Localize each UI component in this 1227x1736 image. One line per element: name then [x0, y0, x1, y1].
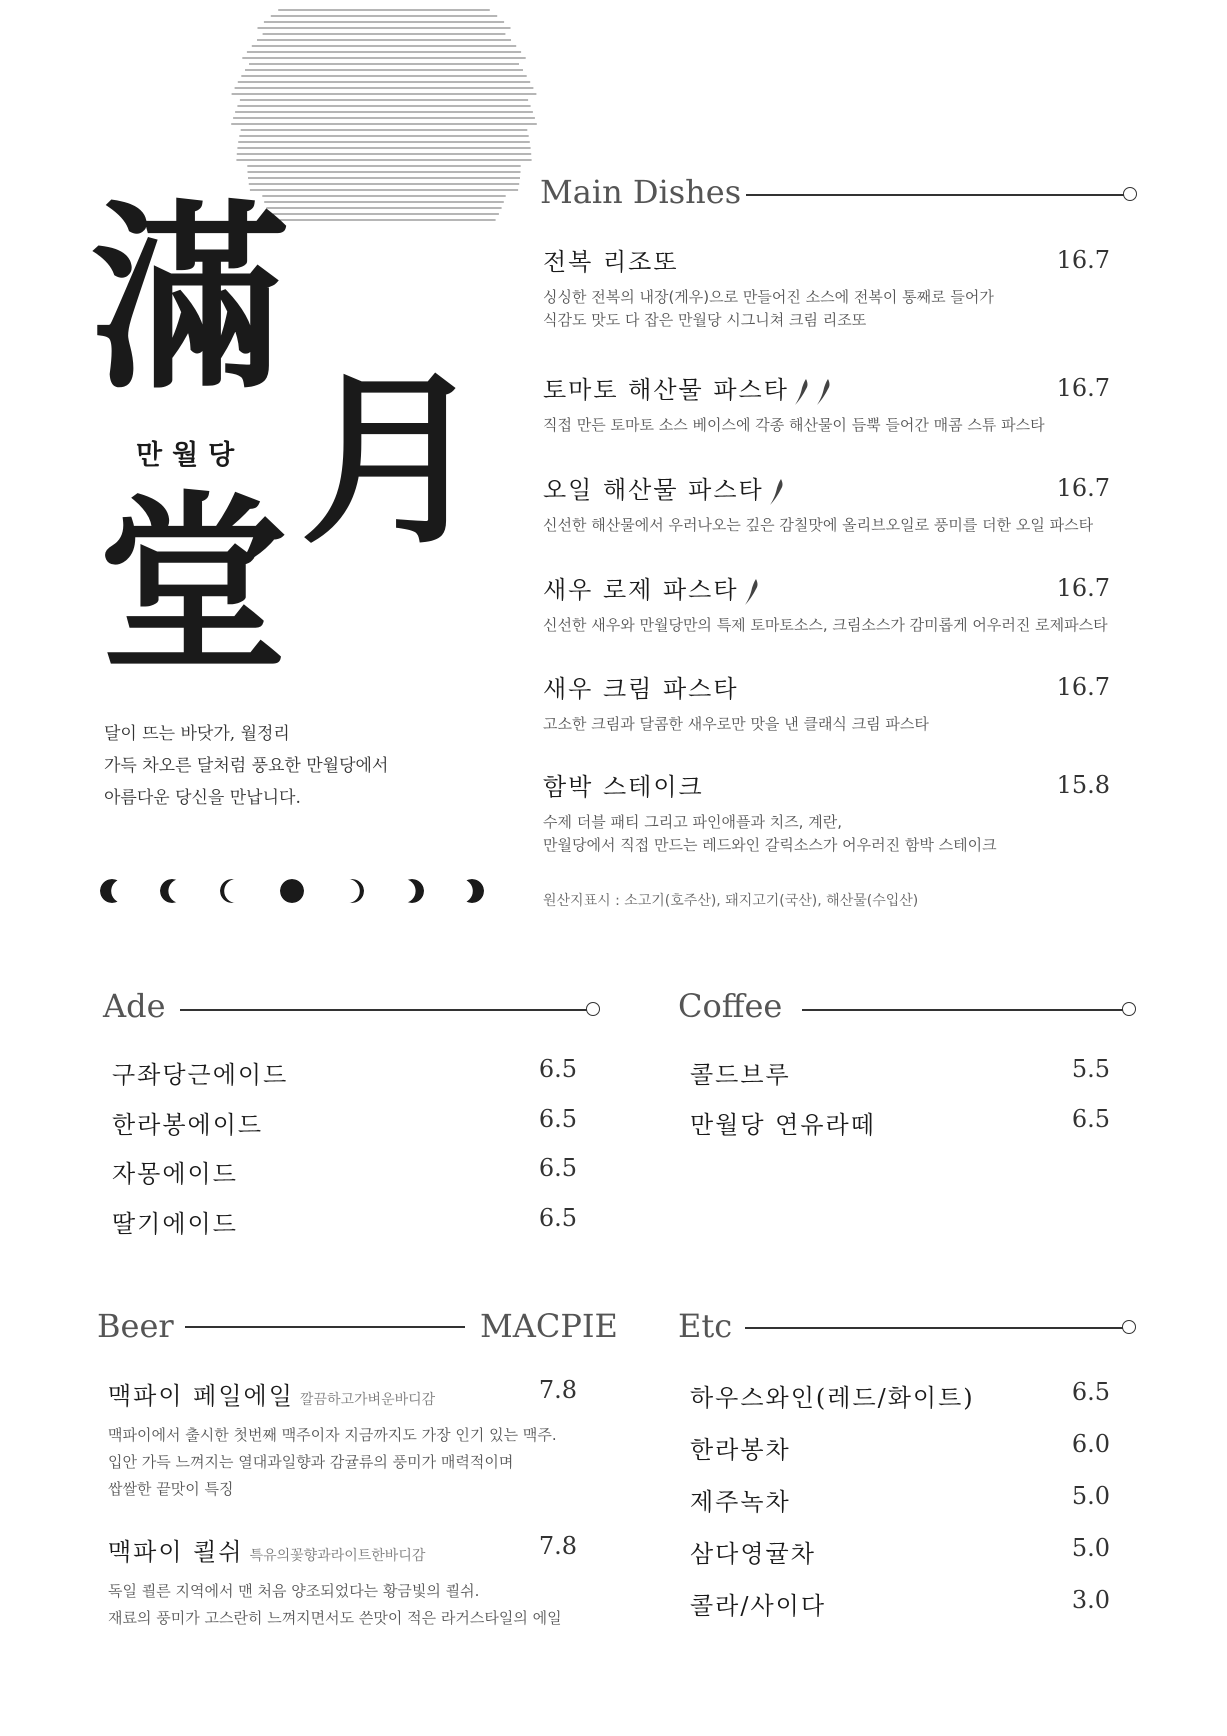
brand-hanja-full: 滿 — [90, 182, 291, 417]
menu-item-name: 구좌당근에이드 — [112, 1061, 289, 1089]
menu-item-name — [108, 1532, 425, 1567]
menu-item-price: 3.0 — [1071, 1586, 1110, 1614]
brand-korean-name: 만월당 — [136, 440, 245, 471]
menu-item-price: 7.8 — [538, 1532, 577, 1560]
menu-item-price: 5.0 — [1071, 1534, 1110, 1562]
section-title-beer: Beer — [97, 1307, 174, 1345]
menu-item-name: 콜라/사이다 — [690, 1592, 827, 1620]
section-title-etc: Etc — [678, 1307, 733, 1345]
section-divider — [185, 1326, 465, 1328]
menu-item-name: 함박 스테이크 — [543, 773, 704, 801]
menu-item-name: 새우 로제 파스타 — [543, 570, 761, 607]
menu-item-description: 만월당에서 직접 만드는 레드와인 갈릭소스가 어우러진 함박 스테이크 — [543, 836, 997, 854]
menu-item-name: 한라봉차 — [690, 1436, 791, 1464]
moon-phase-icon — [220, 879, 244, 903]
menu-item-price: 6.5 — [538, 1154, 577, 1182]
menu-item-description: 독일 쾰른 지역에서 맨 처음 양조되었다는 황금빛의 쾰쉬. — [108, 1582, 480, 1600]
beer-name: 맥파이 페일에일 — [108, 1382, 294, 1410]
menu-item-description: 신선한 해산물에서 우러나오는 깊은 감칠맛에 올리브오일로 풍미를 더한 오일 파스타 — [543, 516, 1094, 534]
menu-item-name: 콜드브루 — [690, 1061, 791, 1089]
beer-tasting-note: 특유의꽃향과라이트한바디감 — [249, 1548, 426, 1564]
section-title-ade: Ade — [103, 987, 166, 1025]
beer-brand: MACPIE — [480, 1307, 618, 1345]
section-title-coffee: Coffee — [678, 987, 783, 1025]
menu-item-price: 7.8 — [538, 1376, 577, 1404]
chili-pepper-icon — [815, 377, 833, 407]
moon-phase-icon — [460, 879, 484, 903]
menu-item-price: 5.5 — [1071, 1055, 1110, 1083]
chili-pepper-icon — [768, 477, 786, 507]
divider-end-circle-icon — [586, 1002, 600, 1016]
intro-line: 가득 차오른 달처럼 풍요한 만월당에서 — [104, 756, 389, 776]
section-title-main: Main Dishes — [540, 173, 742, 211]
moon-phase-icon — [400, 879, 424, 903]
divider-end-circle-icon — [1122, 1002, 1136, 1016]
origin-notice: 원산지표시 : 소고기(호주산), 돼지고기(국산), 해산물(수입산) — [543, 893, 919, 909]
chili-pepper-icon — [743, 577, 761, 607]
divider-end-circle-icon — [1123, 187, 1137, 201]
menu-item-price: 6.5 — [1071, 1104, 1110, 1133]
menu-item-description: 싱싱한 전복의 내장(게우)으로 만들어진 소스에 전복이 통째로 들어가 — [543, 288, 994, 306]
menu-item-price: 16.7 — [1056, 474, 1110, 502]
moon-phases — [100, 876, 500, 906]
menu-item-name: 자몽에이드 — [112, 1160, 238, 1188]
menu-item-price: 5.0 — [1071, 1482, 1110, 1510]
menu-item-name: 오일 해산물 파스타 — [543, 470, 786, 507]
moon-phase-icon — [160, 879, 184, 903]
menu-item-description: 신선한 새우와 만월당만의 특제 토마토소스, 크림소스가 감미롭게 어우러진 로제파스타 — [543, 616, 1108, 634]
menu-item-price: 15.8 — [1056, 771, 1110, 799]
menu-item-description: 입안 가득 느껴지는 열대과일향과 감귤류의 풍미가 매력적이며 — [108, 1453, 514, 1471]
brand-intro — [104, 718, 388, 814]
beer-tasting-note: 깔끔하고가벼운바디감 — [299, 1392, 436, 1408]
menu-item-price: 6.5 — [538, 1055, 577, 1083]
menu-item-description: 수제 더블 패티 그리고 파인애플과 치즈, 계란, — [543, 813, 842, 831]
menu-item-description: 쌉쌀한 끝맛이 특징 — [108, 1480, 234, 1498]
chili-pepper-icon — [793, 377, 811, 407]
section-divider — [802, 1009, 1124, 1011]
section-divider — [745, 1327, 1124, 1329]
beer-name: 맥파이 쾰쉬 — [108, 1538, 244, 1566]
menu-item-price: 16.7 — [1056, 246, 1110, 274]
menu-item-price: 6.5 — [1071, 1378, 1110, 1406]
menu-item-description: 직접 만든 토마토 소스 베이스에 각종 해산물이 듬뿍 들어간 매콤 스튜 파스타 — [543, 416, 1045, 434]
divider-end-circle-icon — [1122, 1320, 1136, 1334]
moon-phase-icon — [340, 879, 364, 903]
menu-item-description: 재료의 풍미가 고스란히 느껴지면서도 쓴맛이 적은 라거스타일의 에일 — [108, 1609, 562, 1627]
menu-item-name: 한라봉에이드 — [112, 1110, 264, 1139]
intro-line: 아름다운 당신을 만납니다. — [104, 788, 301, 808]
menu-item-name: 삼다영귤차 — [690, 1540, 816, 1568]
menu-item-name: 만월당 연유라떼 — [690, 1110, 876, 1139]
menu-item-price: 16.7 — [1056, 374, 1110, 402]
brand-hanja-moon: 月 — [300, 351, 485, 569]
moon-phase-icon — [100, 879, 124, 903]
intro-line: 달이 뜨는 바닷가, 월정리 — [104, 724, 290, 744]
menu-item-name: 딸기에이드 — [112, 1209, 238, 1238]
menu-item-price: 16.7 — [1056, 673, 1110, 701]
menu-item-name: 토마토 해산물 파스타 — [543, 370, 833, 407]
menu-item-name: 하우스와인(레드/화이트) — [690, 1384, 975, 1412]
menu-item-description: 식감도 맛도 다 잡은 만월당 시그니쳐 크림 리조또 — [543, 311, 867, 329]
menu-item-name — [108, 1376, 435, 1411]
menu-item-price: 6.5 — [538, 1203, 577, 1232]
menu-item-description: 고소한 크림과 달콤한 새우로만 맛을 낸 클래식 크림 파스타 — [543, 715, 929, 733]
menu-item-name: 제주녹차 — [690, 1488, 791, 1516]
section-divider — [746, 194, 1124, 196]
menu-item-name: 새우 크림 파스타 — [543, 675, 739, 703]
menu-item-price: 6.5 — [538, 1104, 577, 1133]
section-divider — [180, 1009, 588, 1011]
brand-hanja-hall: 堂 — [98, 473, 289, 696]
menu-item-price: 6.0 — [1071, 1430, 1110, 1458]
menu-item-description: 맥파이에서 출시한 첫번째 맥주이자 지금까지도 가장 인기 있는 맥주. — [108, 1426, 557, 1444]
menu-item-price: 16.7 — [1056, 574, 1110, 602]
menu-item-name: 전복 리조또 — [543, 248, 679, 276]
moon-phase-icon — [280, 879, 304, 903]
